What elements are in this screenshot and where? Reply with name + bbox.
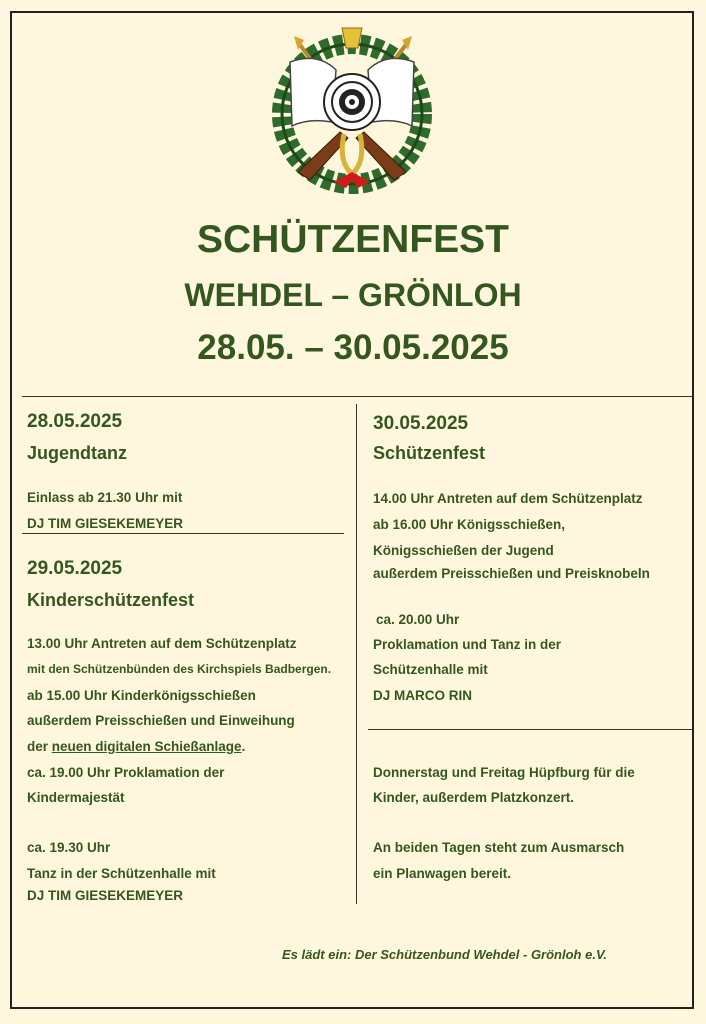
- poster-subtitle: WEHDEL – GRÖNLOH: [184, 277, 522, 313]
- day3-line: ca. 20.00 Uhr: [376, 612, 460, 627]
- day1-line: DJ TIM GIESEKEMEYER: [27, 516, 184, 531]
- day2-date: 29.05.2025: [27, 558, 123, 579]
- day2-line: außerdem Preisschießen und Einweihung: [27, 713, 295, 728]
- day2-line: Tanz in der Schützenhalle mit: [27, 866, 216, 881]
- day2-line: mit den Schützenbünden des Kirchspiels Badbergen.: [27, 662, 332, 676]
- day1-date: 28.05.2025: [27, 411, 123, 432]
- day3-event: Schützenfest: [373, 443, 486, 463]
- shooting-range-link[interactable]: neuen digitalen Schießanlage: [51, 739, 242, 754]
- day2-line: ca. 19.30 Uhr: [27, 840, 111, 855]
- day2-line: Kindermajestät: [27, 790, 125, 805]
- poster-dates: 28.05. – 30.05.2025: [197, 328, 509, 367]
- footer-invitation: Es lädt ein: Der Schützenbund Wehdel - Grönloh e.V.: [282, 947, 608, 962]
- day1-event: Jugendtanz: [27, 443, 128, 463]
- column-divider: [356, 404, 357, 904]
- notes-divider: [368, 729, 692, 730]
- day2-line: ca. 19.00 Uhr Proklamation der: [27, 765, 225, 780]
- day3-date: 30.05.2025: [373, 413, 469, 434]
- day3-line: 14.00 Uhr Antreten auf dem Schützenplatz: [373, 491, 643, 506]
- day2-line: 13.00 Uhr Antreten auf dem Schützenplatz: [27, 636, 297, 651]
- day3-line: Schützenhalle mit: [373, 662, 488, 677]
- header-divider: [22, 396, 692, 397]
- day1-line: Einlass ab 21.30 Uhr mit: [27, 490, 183, 505]
- text-prefix: der: [27, 739, 52, 754]
- day3-line: DJ MARCO RIN: [373, 688, 473, 703]
- day2-line: ab 15.00 Uhr Kinderkönigsschießen: [27, 688, 256, 703]
- day1-divider: [22, 533, 344, 534]
- note-line: An beiden Tagen steht zum Ausmarsch: [373, 840, 625, 855]
- day2-line-shooting-range: [27, 739, 245, 754]
- day3-line: Königsschießen der Jugend: [373, 543, 554, 558]
- club-emblem: [268, 22, 436, 194]
- day3-line: außerdem Preisschießen und Preisknobeln: [373, 566, 650, 581]
- day3-line: Proklamation und Tanz in der: [373, 637, 562, 652]
- note-line: Donnerstag und Freitag Hüpfburg für die: [373, 765, 635, 780]
- note-line: ein Planwagen bereit.: [373, 866, 512, 881]
- day2-line: DJ TIM GIESEKEMEYER: [27, 888, 184, 903]
- poster-title: SCHÜTZENFEST: [197, 218, 509, 261]
- text-suffix: .: [241, 739, 246, 754]
- day2-event: Kinderschützenfest: [27, 590, 195, 610]
- day3-line: ab 16.00 Uhr Königsschießen,: [373, 517, 566, 532]
- note-line: Kinder, außerdem Platzkonzert.: [373, 790, 575, 805]
